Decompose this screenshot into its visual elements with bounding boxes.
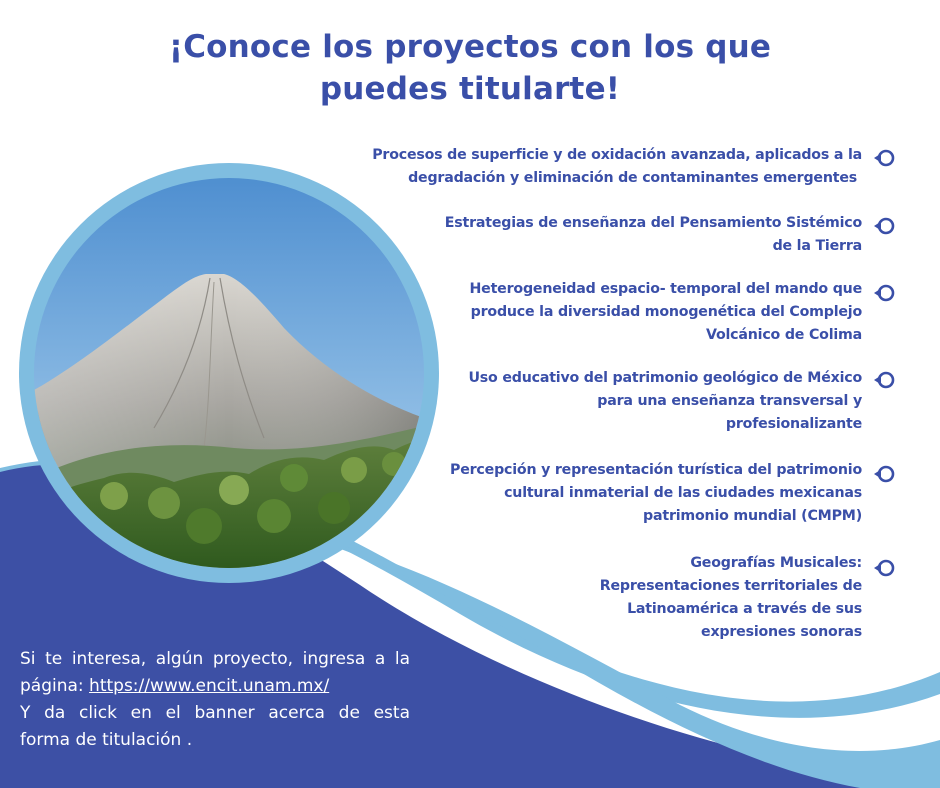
- info-line-2-prefix: página:: [20, 676, 90, 696]
- project-4-line-3: profesionalizante: [725, 416, 862, 432]
- project-3-line-1: Heterogeneidad espacio- temporal del mando que: [469, 281, 862, 297]
- pointer-left-icon: [872, 146, 896, 170]
- pointer-left-icon: [872, 214, 896, 238]
- project-1-line-2: degradación y eliminación de contaminantes emergentes: [408, 170, 857, 186]
- pointer-left-icon: [872, 368, 896, 392]
- project-4-line-1: Uso educativo del patrimonio geológico de México: [468, 370, 862, 386]
- website-link[interactable]: https://www.encit.unam.mx/: [89, 676, 330, 696]
- project-6-line-4: expresiones sonoras: [701, 624, 862, 640]
- project-item-4: [468, 367, 862, 436]
- info-text: [20, 646, 410, 754]
- project-6-line-1: Geografías Musicales:: [690, 555, 862, 571]
- info-line-2: [20, 673, 410, 700]
- project-item-1: [372, 144, 862, 190]
- project-6-line-3: Latinoamérica a través de sus: [627, 601, 862, 617]
- info-line-1: Si te interesa, algún proyecto, ingresa a la: [20, 649, 410, 669]
- title-line-2: puedes titularte!: [319, 71, 621, 107]
- volcano-photo: [34, 178, 424, 568]
- pointer-left-icon: [872, 281, 896, 305]
- project-1-line-1: Procesos de superficie y de oxidación avanzada, aplicados a la: [372, 147, 862, 163]
- project-item-6: [600, 552, 862, 644]
- pointer-left-icon: [872, 556, 896, 580]
- project-6-line-2: Representaciones territoriales de: [599, 578, 862, 594]
- title-line-1: ¡Conoce los proyectos con los que: [168, 29, 772, 65]
- project-2-line-1: Estrategias de enseñanza del Pensamiento Sistémico: [444, 215, 862, 231]
- info-line-4: forma de titulación .: [20, 730, 193, 750]
- pointer-left-icon: [872, 462, 896, 486]
- project-5-line-1: Percepción y representación turística del patrimonio: [450, 462, 862, 478]
- project-5-line-3: patrimonio mundial (CMPM): [643, 508, 862, 524]
- info-line-3: Y da click en el banner acerca de esta: [20, 703, 410, 723]
- project-item-2: [445, 212, 862, 258]
- project-4-line-2: para una enseñanza transversal y: [597, 393, 862, 409]
- project-2-line-2: de la Tierra: [772, 238, 862, 254]
- project-3-line-2: produce la diversidad monogenética del Complejo: [470, 304, 862, 320]
- project-item-3: [470, 278, 863, 347]
- project-5-line-2: cultural inmaterial de las ciudades mexicanas: [504, 485, 862, 501]
- page-title: [60, 26, 880, 110]
- project-3-line-3: Volcánico de Colima: [705, 327, 862, 343]
- project-item-5: [450, 459, 862, 528]
